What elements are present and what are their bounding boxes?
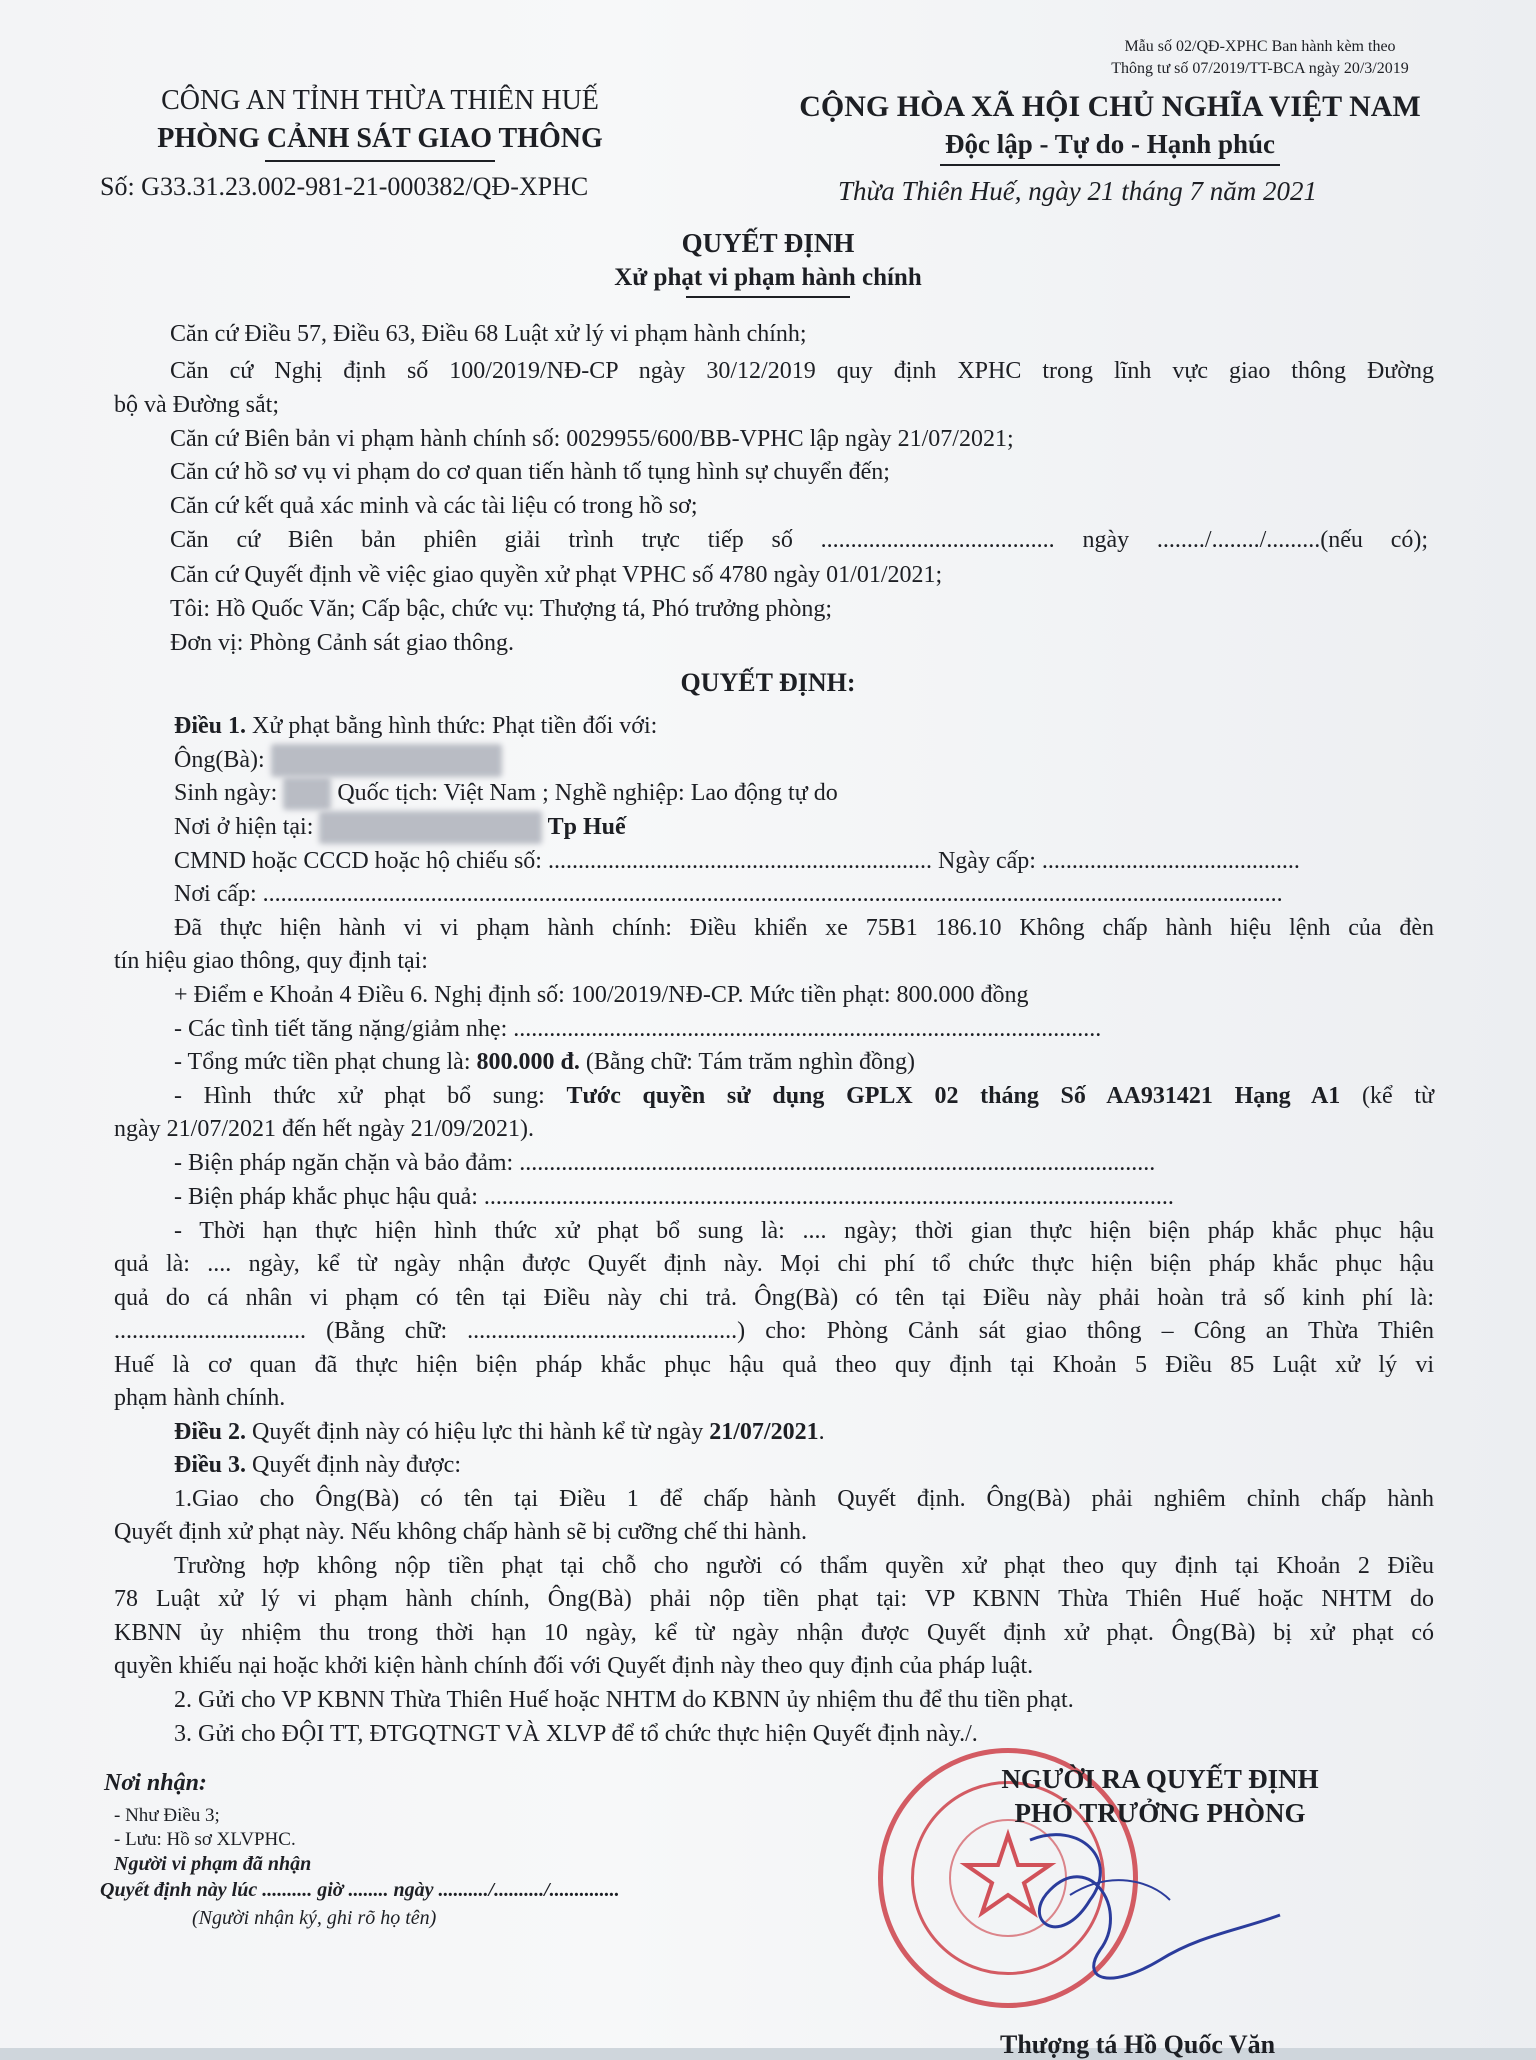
basis-line: Đơn vị: Phòng Cảnh sát giao thông. xyxy=(170,630,515,656)
department-name: PHÒNG CẢNH SÁT GIAO THÔNG xyxy=(157,123,603,154)
recipients-list xyxy=(114,1804,296,1852)
basis-line: Căn cứ hồ sơ vụ vi phạm do cơ quan tiến hành tố tụng hình sự chuyển đến; xyxy=(170,459,890,485)
redacted-name xyxy=(271,744,503,777)
article-3-text: 3. Gửi cho ĐỘI TT, ĐTGQTNGT VÀ XLVP để tổ chức thực hiện Quyết định này./. xyxy=(174,1721,978,1747)
article-1-heading: Điều 1. Xử phạt bằng hình thức: Phạt tiền đối với: xyxy=(174,713,658,739)
signer-title: NGƯỜI RA QUYẾT ĐỊNH xyxy=(1001,1764,1319,1794)
basis-line: Căn cứ Nghị định số 100/2019/NĐ-CP ngày 30/12/2019 quy định XPHC trong lĩnh vực giao thông Đường xyxy=(170,358,1434,384)
header-left-rule xyxy=(265,160,495,162)
violator-name: Ông(Bà): xyxy=(174,744,502,777)
total-fine: - Tổng mức tiền phạt chung là: 800.000 đ. (Bằng chữ: Tám trăm nghìn đồng) xyxy=(174,1049,916,1075)
term-text: phạm hành chính. xyxy=(114,1385,286,1411)
header-right xyxy=(780,88,1440,166)
recipient-item: - Như Điều 3; xyxy=(114,1805,220,1826)
term-text: Huế là cơ quan đã thực hiện biện pháp khắc phục hậu quả theo quy định tại Khoản 5 Điều 85 Luật xử lý vi xyxy=(114,1352,1434,1378)
article-3-text: 2. Gửi cho VP KBNN Thừa Thiên Huế hoặc NHTM do KBNN ủy nhiệm thu để thu tiền phạt. xyxy=(174,1687,1074,1713)
id-line: CMND hoặc CCCD hoặc hộ chiếu số: ................................................................ Ngày cấp: ........................................... xyxy=(174,848,1300,874)
basis-line: Căn cứ Biên bản phiên giải trình trực tiếp số ....................................... ngày ......../......../.........(nếu có); xyxy=(170,527,1428,553)
article-2: Điều 2. Quyết định này có hiệu lực thi hành kể từ ngày 21/07/2021. xyxy=(174,1419,825,1445)
preventive-measures: - Biện pháp ngăn chặn và bảo đảm: .......................................................................................................... xyxy=(174,1150,1156,1176)
additional-penalty: ngày 21/07/2021 đến hết ngày 21/09/2021). xyxy=(114,1116,534,1142)
article-3-heading: Điều 3. Quyết định này được: xyxy=(174,1452,461,1478)
place-date: Thừa Thiên Huế, ngày 21 tháng 7 năm 2021 xyxy=(838,176,1317,206)
form-note-line: Mẫu số 02/QĐ-XPHC Ban hành kèm theo xyxy=(1124,38,1396,55)
motto: Độc lập - Tự do - Hạnh phúc xyxy=(944,129,1276,159)
basis-line: Căn cứ Quyết định về việc giao quyền xử phạt VPHC số 4780 ngày 01/01/2021; xyxy=(170,562,943,588)
circumstances: - Các tình tiết tăng nặng/giảm nhẹ: .................................................................................................. xyxy=(174,1016,1102,1042)
issue-place: Nơi cấp: .......................................................................................................................................................................... xyxy=(174,881,1283,907)
decision-heading: QUYẾT ĐỊNH: xyxy=(680,668,856,697)
article-3-text: Quyết định xử phạt này. Nếu không chấp hành sẽ bị cưỡng chế thi hành. xyxy=(114,1519,807,1545)
recipient-item: - Lưu: Hồ sơ XLVPHC. xyxy=(114,1829,296,1850)
signer-position: PHÓ TRƯỞNG PHÒNG xyxy=(1014,1798,1306,1828)
recipients-heading: Nơi nhận: xyxy=(104,1770,207,1796)
violator-birth: Sinh ngày: Quốc tịch: Việt Nam ; Nghề nghiệp: Lao động tự do xyxy=(174,777,838,810)
term-text: quả là: .... ngày, kể từ ngày nhận được Quyết định này. Mọi chi phí tổ chức thực hiện biện pháp khắc phục hậu xyxy=(114,1251,1434,1277)
basis-line: Căn cứ Điều 57, Điều 63, Điều 68 Luật xử lý vi phạm hành chính; xyxy=(170,321,807,347)
term-text: ................................ (Bằng chữ: .............................................) cho: Phòng Cảnh sát giao thông – Công an Thừa Thiên xyxy=(114,1318,1434,1344)
acknowledgement: Quyết định này lúc .......... giờ ........ ngày ........../........../.............. xyxy=(100,1879,620,1901)
subtitle-rule xyxy=(686,296,850,298)
article-3-text: 1.Giao cho Ông(Bà) có tên tại Điều 1 để chấp hành Quyết định. Ông(Bà) phải nghiêm chỉnh chấp hành xyxy=(174,1486,1434,1512)
article-3-text: quyền khiếu nại hoặc khởi kiện hành chính đối với Quyết định này theo quy định của pháp luật. xyxy=(114,1653,1034,1679)
violation-text: Đã thực hiện hành vi vi phạm hành chính: Điều khiển xe 75B1 186.10 Không chấp hành hiệu lệnh của đèn xyxy=(174,915,1434,941)
header-right-rule xyxy=(940,164,1280,166)
basis-line: Căn cứ kết quả xác minh và các tài liệu có trong hồ sơ; xyxy=(170,493,698,519)
additional-penalty: - Hình thức xử phạt bổ sung: Tước quyền sử dụng GPLX 02 tháng Số AA931421 Hạng A1 (kể từ xyxy=(174,1083,1435,1109)
redacted-address xyxy=(319,811,542,844)
violation-clause: + Điểm e Khoản 4 Điều 6. Nghị định số: 100/2019/NĐ-CP. Mức tiền phạt: 800.000 đồng xyxy=(174,982,1029,1008)
handwritten-signature xyxy=(960,1800,1290,2000)
article-3-text: Trường hợp không nộp tiền phạt tại chỗ cho người có thẩm quyền xử phạt theo quy định tại Khoản 2 Điều xyxy=(174,1553,1434,1579)
form-note xyxy=(1060,36,1460,80)
basis-line: Căn cứ Biên bản vi phạm hành chính số: 0029955/600/BB-VPHC lập ngày 21/07/2021; xyxy=(170,426,1014,452)
violator-address: Nơi ở hiện tại: Tp Huế xyxy=(174,811,626,844)
term-text: - Thời hạn thực hiện hình thức xử phạt bổ sung là: .... ngày; thời gian thực hiện biện pháp khắc phục hậu xyxy=(174,1218,1434,1244)
redacted-dob xyxy=(283,777,331,810)
signer-name: Thượng tá Hồ Quốc Văn xyxy=(1000,2030,1276,2059)
nation-name: CỘNG HÒA XÃ HỘI CHỦ NGHĨA VIỆT NAM xyxy=(799,90,1421,123)
form-note-line: Thông tư số 07/2019/TT-BCA ngày 20/3/2019 xyxy=(1111,60,1409,77)
basis-line: Tôi: Hồ Quốc Văn; Cấp bậc, chức vụ: Thượng tá, Phó trưởng phòng; xyxy=(170,596,833,622)
agency-name: CÔNG AN TỈNH THỪA THIÊN HUẾ xyxy=(161,85,599,116)
document-subtitle: Xử phạt vi phạm hành chính xyxy=(614,264,922,291)
remedial-measures: - Biện pháp khắc phục hậu quả: ................................................................................................................... xyxy=(174,1184,1174,1210)
acknowledgement: Người vi phạm đã nhận xyxy=(114,1853,312,1875)
violation-text: tín hiệu giao thông, quy định tại: xyxy=(114,948,428,974)
article-3-text: KBNN ủy nhiệm thu trong thời hạn 10 ngày, kể từ ngày nhận được Quyết định xử phạt. Ông(Bà) bị xử phạt có xyxy=(114,1620,1434,1646)
document-title: QUYẾT ĐỊNH xyxy=(681,228,855,258)
acknowledgement-note: (Người nhận ký, ghi rõ họ tên) xyxy=(192,1907,437,1929)
header-left xyxy=(100,82,660,162)
decision-number: Số: G33.31.23.002-981-21-000382/QĐ-XPHC xyxy=(100,172,589,201)
article-3-text: 78 Luật xử lý vi phạm hành chính, Ông(Bà) phải nộp tiền phạt tại: VP KBNN Thừa Thiên Huế hoặc NHTM do xyxy=(114,1586,1434,1612)
basis-line: bộ và Đường sắt; xyxy=(114,392,280,418)
term-text: quả do cá nhân vi phạm có tên tại Điều này chi trả. Ông(Bà) có tên tại Điều này phải hoàn trả số kinh phí là: xyxy=(114,1285,1434,1311)
